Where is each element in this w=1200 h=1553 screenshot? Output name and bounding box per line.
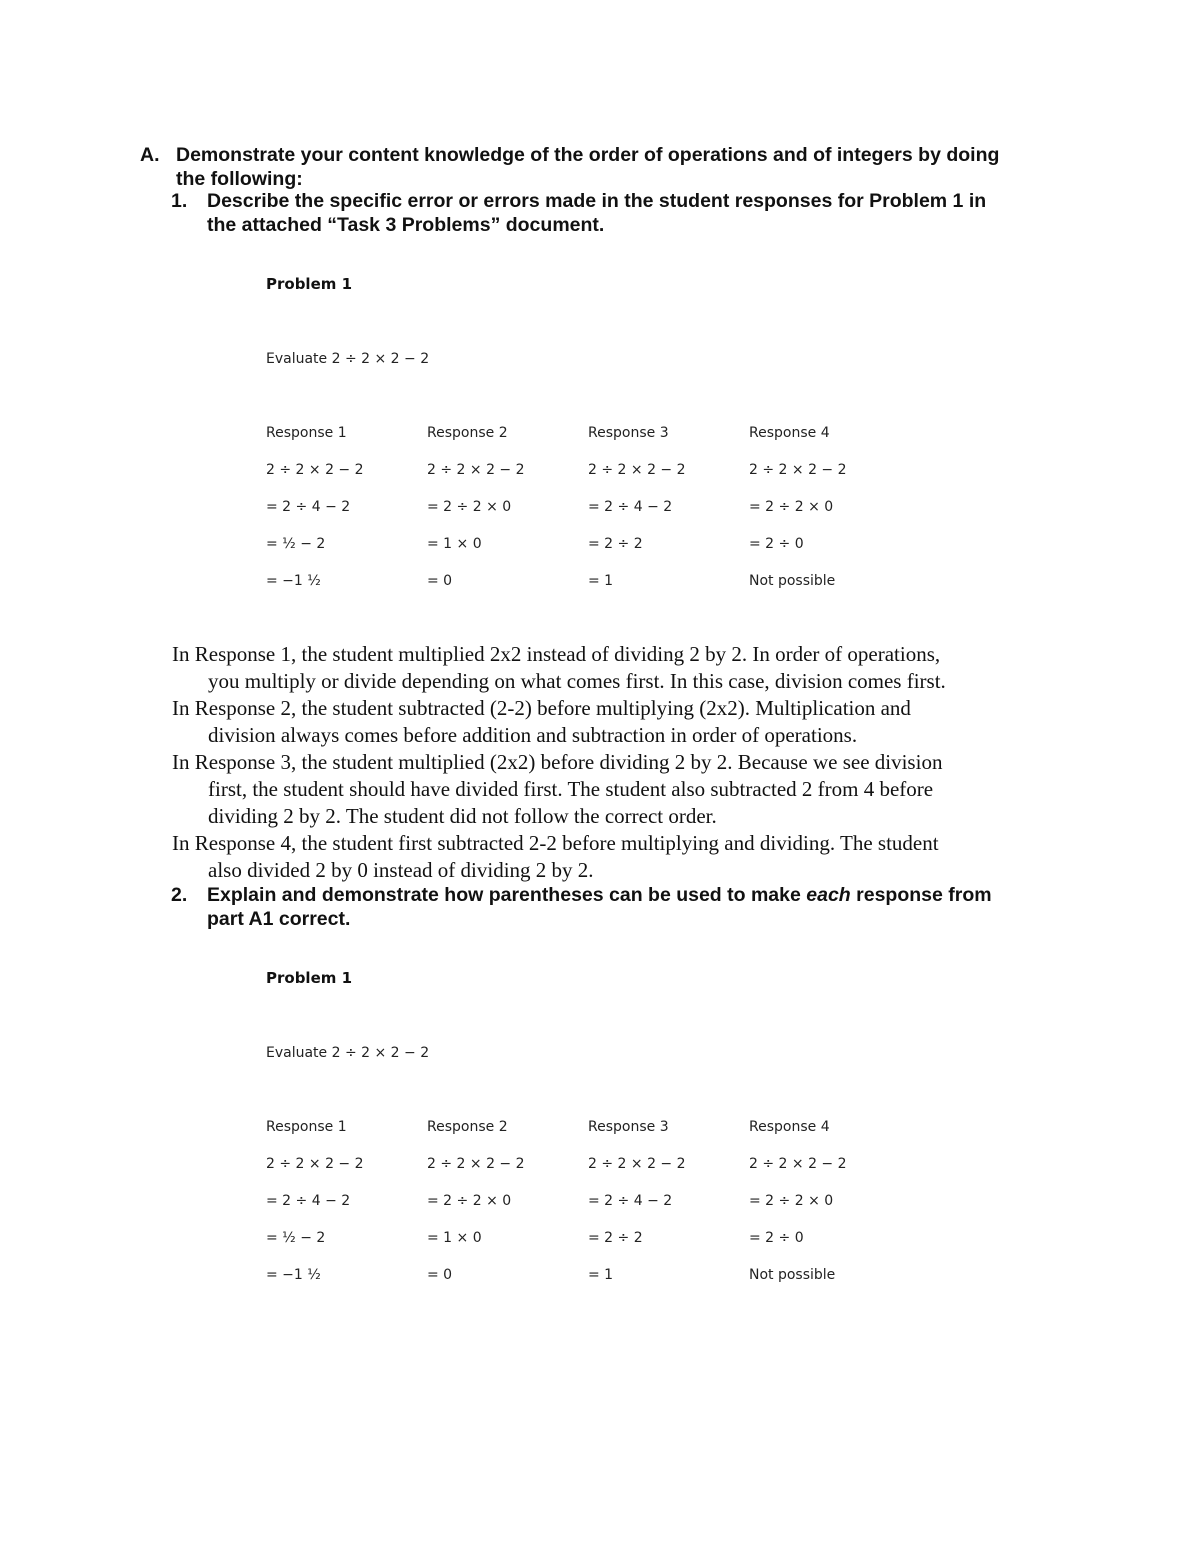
response-step: = 2 ÷ 2: [588, 536, 643, 552]
response-step: 2 ÷ 2 × 2 − 2: [588, 462, 686, 478]
response-step: Not possible: [749, 573, 836, 589]
section-a-text-line1: Demonstrate your content knowledge of the order of operations and of integers by doing: [176, 144, 1000, 166]
response-step: = 2 ÷ 4 − 2: [266, 499, 351, 515]
section-a-text-line2: the following:: [176, 168, 303, 190]
question-1-text-line1: Describe the specific error or errors made in the student responses for Problem 1 in: [207, 190, 987, 212]
answer-paragraphs: [172, 641, 1052, 884]
answer-line: In Response 1, the student multiplied 2x2 instead of dividing 2 by 2. In order of operations,: [172, 642, 941, 666]
response-step: Not possible: [749, 1267, 836, 1283]
response-header: Response 1: [266, 425, 347, 441]
response-header: Response 4: [749, 1119, 830, 1135]
response-header: Response 3: [588, 425, 669, 441]
response-header: Response 2: [427, 425, 508, 441]
response-step: = −1 ½: [266, 573, 321, 589]
problem-title: Problem 1: [266, 275, 353, 293]
question-2-text-line2: part A1 correct.: [207, 908, 351, 930]
response-step: = 2 ÷ 2 × 0: [427, 499, 512, 515]
answer-response-2: [172, 695, 1052, 749]
answer-line: first, the student should have divided first. The student also subtracted 2 from 4 before: [208, 777, 934, 801]
answer-line: In Response 2, the student subtracted (2-2) before multiplying (2x2). Multiplication and: [172, 696, 911, 720]
answer-response-4: [172, 830, 1052, 884]
section-a-label: A.: [140, 144, 160, 166]
response-step: = 2 ÷ 2 × 0: [427, 1193, 512, 1209]
response-step: 2 ÷ 2 × 2 − 2: [266, 1156, 364, 1172]
response-step: = 2 ÷ 2 × 0: [749, 499, 834, 515]
question-2: [171, 883, 1071, 931]
response-step: 2 ÷ 2 × 2 − 2: [427, 462, 525, 478]
response-step: = ½ − 2: [266, 1230, 326, 1246]
question-2-text-before: Explain and demonstrate how parentheses can be used to make: [207, 884, 807, 906]
response-step: = 2 ÷ 2 × 0: [749, 1193, 834, 1209]
response-step: = 1 × 0: [427, 1230, 482, 1246]
answer-line: you multiply or divide depending on what comes first. In this case, division comes first.: [208, 669, 946, 693]
response-header: Response 3: [588, 1119, 669, 1135]
response-step: = −1 ½: [266, 1267, 321, 1283]
response-step: = 2 ÷ 0: [749, 536, 804, 552]
response-step: = 0: [427, 1267, 453, 1283]
response-header: Response 4: [749, 425, 830, 441]
question-1-label: 1.: [171, 190, 188, 212]
response-step: = 2 ÷ 2: [588, 1230, 643, 1246]
answer-line: In Response 3, the student multiplied (2x2) before dividing 2 by 2. Because we see division: [172, 750, 943, 774]
problem-title: Problem 1: [266, 969, 353, 987]
question-2-label: 2.: [171, 884, 188, 906]
question-2-emphasis: each: [806, 884, 851, 906]
response-step: = ½ − 2: [266, 536, 326, 552]
response-step: = 1 × 0: [427, 536, 482, 552]
response-step: = 1: [588, 573, 614, 589]
answer-line: dividing 2 by 2. The student did not follow the correct order.: [208, 804, 717, 828]
response-step: = 1: [588, 1267, 614, 1283]
response-step: = 2 ÷ 4 − 2: [266, 1193, 351, 1209]
answer-line: division always comes before addition and subtraction in order of operations.: [208, 723, 858, 747]
answer-response-3: [172, 749, 1052, 830]
section-a-heading: [140, 143, 1080, 191]
response-step: 2 ÷ 2 × 2 − 2: [427, 1156, 525, 1172]
response-step: 2 ÷ 2 × 2 − 2: [749, 1156, 847, 1172]
response-header: Response 1: [266, 1119, 347, 1135]
response-step: = 2 ÷ 0: [749, 1230, 804, 1246]
response-step: 2 ÷ 2 × 2 − 2: [749, 462, 847, 478]
response-step: 2 ÷ 2 × 2 − 2: [588, 1156, 686, 1172]
response-step: = 2 ÷ 4 − 2: [588, 499, 673, 515]
answer-line: also divided 2 by 0 instead of dividing 2 by 2.: [208, 858, 594, 882]
problem-evaluate: Evaluate 2 ÷ 2 × 2 − 2: [266, 1045, 430, 1061]
problem-evaluate: Evaluate 2 ÷ 2 × 2 − 2: [266, 351, 430, 367]
question-1: [171, 189, 1071, 237]
answer-line: In Response 4, the student first subtracted 2-2 before multiplying and dividing. The student: [172, 831, 939, 855]
answer-response-1: [172, 641, 1052, 695]
response-step: = 2 ÷ 4 − 2: [588, 1193, 673, 1209]
response-step: 2 ÷ 2 × 2 − 2: [266, 462, 364, 478]
question-1-text-line2: the attached “Task 3 Problems” document.: [207, 214, 605, 236]
response-header: Response 2: [427, 1119, 508, 1135]
response-step: = 0: [427, 573, 453, 589]
question-2-text-after: response from: [850, 884, 992, 906]
